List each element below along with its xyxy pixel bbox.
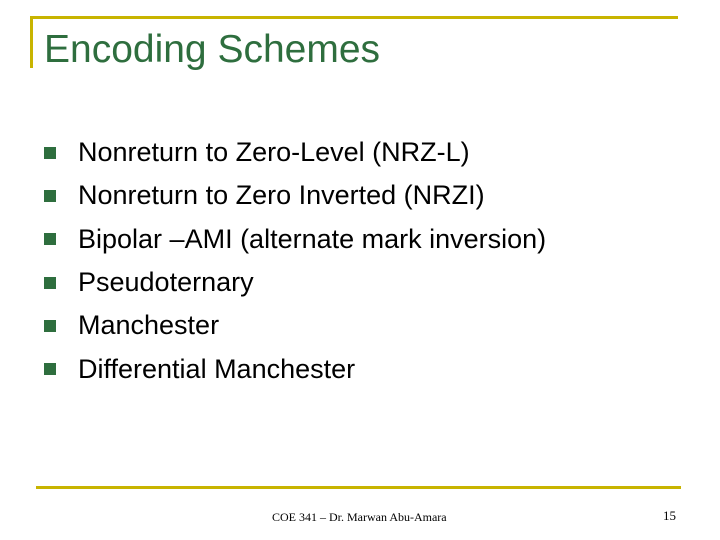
bottom-rule — [36, 486, 681, 489]
bullet-text: Differential Manchester — [78, 353, 356, 384]
bullet-item — [44, 174, 546, 217]
top-rule-vertical — [30, 16, 33, 68]
square-bullet-icon — [44, 190, 56, 202]
bullet-list — [44, 131, 546, 391]
square-bullet-icon — [44, 363, 56, 375]
square-bullet-icon — [44, 147, 56, 159]
top-rule — [30, 16, 678, 19]
bullet-item — [44, 218, 546, 261]
bullet-item — [44, 304, 546, 347]
slide-title: Encoding Schemes — [44, 28, 381, 71]
bullet-item — [44, 261, 546, 304]
bullet-text: Nonreturn to Zero-Level (NRZ-L) — [78, 137, 470, 168]
square-bullet-icon — [44, 277, 56, 289]
bullet-text: Nonreturn to Zero Inverted (NRZI) — [78, 180, 485, 211]
page-number: 15 — [663, 508, 676, 523]
bullet-text: Manchester — [78, 310, 220, 341]
bullet-text: Pseudoternary — [78, 267, 254, 298]
bullet-item — [44, 131, 546, 174]
bullet-text: Bipolar –AMI (alternate mark inversion) — [78, 223, 547, 254]
square-bullet-icon — [44, 320, 56, 332]
bullet-item — [44, 347, 546, 390]
footer-text: COE 341 – Dr. Marwan Abu-Amara — [272, 510, 447, 524]
square-bullet-icon — [44, 233, 56, 245]
